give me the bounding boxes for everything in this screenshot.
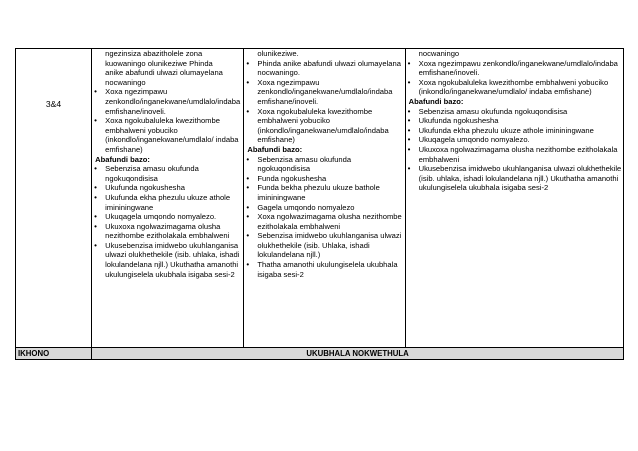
list-item: • Ukufunda ngokushesha (92, 183, 243, 193)
learners-heading: Abafundi bazo: (247, 144, 303, 154)
list-item: • Xoxa ngezimpawu zenkondlo/inganekwane/umdlalo/indaba emfishane/inoveli. (92, 87, 243, 116)
list-item: • Ukuxoxa ngolwazimagama olusha nezithombe ezitholakala embhalweni (92, 222, 243, 241)
table-row (16, 49, 624, 348)
list-item: • Xoxa ngezimpawu zenkondlo/inganekwane/umdlalo/indaba emfishane/inoveli. (406, 59, 623, 78)
skill-title: UKUBHALA NOKWETHULA (92, 348, 624, 360)
footer-row (16, 348, 624, 360)
list-item: • Xoxa ngolwazimagama olusha nezithombe ezitholakala embhalweni (244, 212, 404, 231)
list-item: • Funda bekha phezulu ukuze bathole imininingwane (244, 183, 404, 202)
list-item: • Ukuqagela umqondo nomyalezo. (406, 135, 623, 145)
teacher-activity-list (406, 59, 623, 97)
term-label: 3&4 (16, 49, 92, 348)
list-item: • Ukufunda ekha phezulu ukuze athole imininingwane (92, 193, 243, 212)
list-item: • Sebenzisa amasu okufunda ngokuqondisisa (406, 107, 623, 117)
list-item: • Thatha amanothi ukulungiselela ukubhala isigaba sesi-2 (244, 260, 404, 279)
list-item: • Sebenzisa amasu okufunda ngokuqondisisa (244, 155, 404, 174)
continued-text-line: anike abafundi ulwazi olumayelana (105, 68, 223, 78)
learner-activity-list (244, 155, 404, 280)
list-item: • Ukuxoxa ngolwazimagama olusha nezithombe ezitholakala embhalweni (406, 145, 623, 164)
list-item: • Ukufunda ekha phezulu ukuze athole imininingwane (406, 126, 623, 136)
column-cell-3 (405, 49, 623, 348)
list-item: • Phinda anike abafundi ulwazi olumayelana nocwaningo. (244, 59, 404, 78)
list-item: • Ukusebenzisa imidwebo ukuhlanganisa ulwazi olukhethekile (isib. uhlaka, ishadi lokulandelana njll.) Ukuthatha amanothi ukulungiselela ukubhala isigaba sesi-2 (92, 241, 243, 279)
continued-text-line: kuowaningo olunikeziwe Phinda (105, 58, 213, 68)
list-item: • Gagela umqondo nomyalezo (244, 203, 404, 213)
list-item: • Ukusebenzisa imidwebo ukuhlanganisa ulwazi olukhethekile (isib. uhlaka, ishadi lokulandelana njll.) Ukuthatha amanothi ukulungiselela ukubhala isigaba sesi-2 (406, 164, 623, 193)
learners-heading: Abafundi bazo: (408, 96, 464, 106)
continued-text-line: ngezinsiza abazitholele zona (105, 49, 203, 58)
list-item: • Xoxa ngokubaluleka kwezithombe embhalweni yobuciko (inkondlo/inganekwane/umdlalo/ indaba emfishane) (406, 78, 623, 97)
list-item: • Sebenzisa imidwebo ukuhlanganisa ulwazi olukhethekile (isib. Uhlaka, ishadi lokulandelana njll.) (244, 231, 404, 260)
teacher-activity-list (92, 87, 243, 154)
skill-label: IKHONO (16, 348, 92, 360)
column-cell-1 (92, 49, 244, 348)
teacher-activity-list (244, 59, 404, 145)
list-item: • Xoxa ngezimpawu zenkondlo/inganekwane/umdlalo/indaba emfishane/inoveli. (244, 78, 404, 107)
list-item: • Ukuqagela umqondo nomyalezo. (92, 212, 243, 222)
list-item: • Sebenzisa amasu okufunda ngokuqondisisa (92, 164, 243, 183)
list-item: • Xoxa ngokubaluleka kwezithombe embhalweni yobuciko (inkondlo/inganekwane/umdlalo/indaba emfishane) (244, 107, 404, 145)
curriculum-table (15, 48, 624, 360)
continued-text-line: olunikeziwe. (257, 49, 299, 58)
learner-activity-list (406, 107, 623, 193)
list-item: • Xoxa ngokubaluleka kwezithombe embhalweni yobuciko (inkondlo/inganekwane/umdlalo/ indaba emfishane) (92, 116, 243, 154)
list-item: • Ukufunda ngokushesha (406, 116, 623, 126)
learner-activity-list (92, 164, 243, 279)
list-item: • Funda ngokushesha (244, 174, 404, 184)
continued-text-line: nocwaningo (105, 77, 146, 87)
learners-heading: Abafundi bazo: (95, 154, 150, 164)
continued-text-line: nocwaningo (418, 49, 460, 58)
column-cell-2 (244, 49, 405, 348)
